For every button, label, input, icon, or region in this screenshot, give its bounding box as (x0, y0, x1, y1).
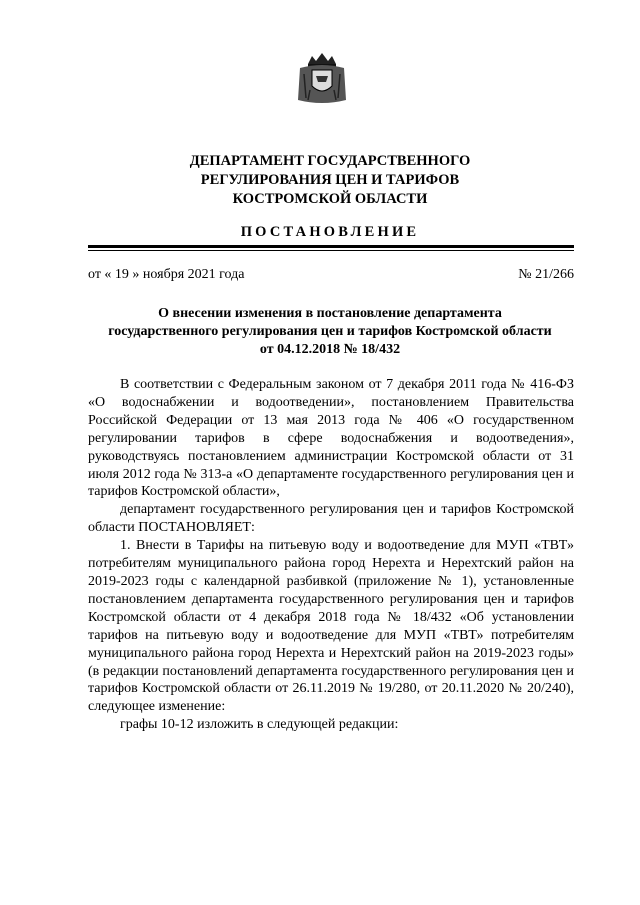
subject-line-1: О внесении изменения в постановление департамента (158, 306, 502, 321)
paragraph-resolution: департамент государственного регулирования цен и тарифов Костромской области ПОСТАНОВЛЯЕТ: (88, 502, 574, 536)
coat-of-arms-emblem (296, 50, 348, 106)
department-name (60, 152, 600, 209)
document-date: от « 19 » ноября 2021 года (88, 267, 245, 282)
subject-line-2: государственного регулирования цен и тарифов Костромской области (108, 324, 552, 339)
paragraph-preamble: В соответствии с Федеральным законом от 7 декабря 2011 года № 416-ФЗ «О водоснабжении и водоотведении», постановлением Правительства Российской Федерации от 13 мая 2013 года № 406 «О государственном регулировании тарифов в сфере водоснабжения и водоотведения», руководствуясь постановлением администрации Костромской области от 31 июля 2012 года № 313-а «О департаменте государственного регулирования цен и тарифов Костромской области», (88, 377, 574, 500)
department-line-2: РЕГУЛИРОВАНИЯ ЦЕН И ТАРИФОВ (200, 172, 460, 188)
department-line-3: КОСТРОМСКОЙ ОБЛАСТИ (232, 191, 428, 207)
paragraph-columns-change: графы 10-12 изложить в следующей редакции: (120, 717, 399, 733)
document-subject (80, 305, 580, 359)
document-type-heading: ПОСТАНОВЛЕНИЕ (240, 224, 420, 240)
document-number: № 21/266 (518, 267, 574, 282)
paragraph-item-1: 1. Внести в Тарифы на питьевую воду и водоотведение для МУП «ТВТ» потребителям муниципального района город Нерехта и Нерехтский район на 2019-2023 годы с календарной разбивкой (приложение № 1), установленные постановлением департамента государственного регулирования цен и тарифов Костромской области от 4 декабря 2018 года № 18/432 «Об установлении тарифов на питьевую воду и водоотведение для МУП «ТВТ» потребителям муниципального района город Нерехта и Нерехтский район на 2019-2023 годы» (в редакции постановлений департамента государственного регулирования цен и тарифов Костромской области от 26.11.2019 № 19/280, от 20.11.2020 № 20/240), следующее изменение: (88, 538, 574, 715)
document-body (88, 376, 574, 734)
department-line-1: ДЕПАРТАМЕНТ ГОСУДАРСТВЕННОГО (189, 153, 471, 169)
header-divider-thin (88, 250, 574, 251)
header-divider-thick (88, 245, 574, 248)
subject-line-3: от 04.12.2018 № 18/432 (259, 342, 401, 357)
